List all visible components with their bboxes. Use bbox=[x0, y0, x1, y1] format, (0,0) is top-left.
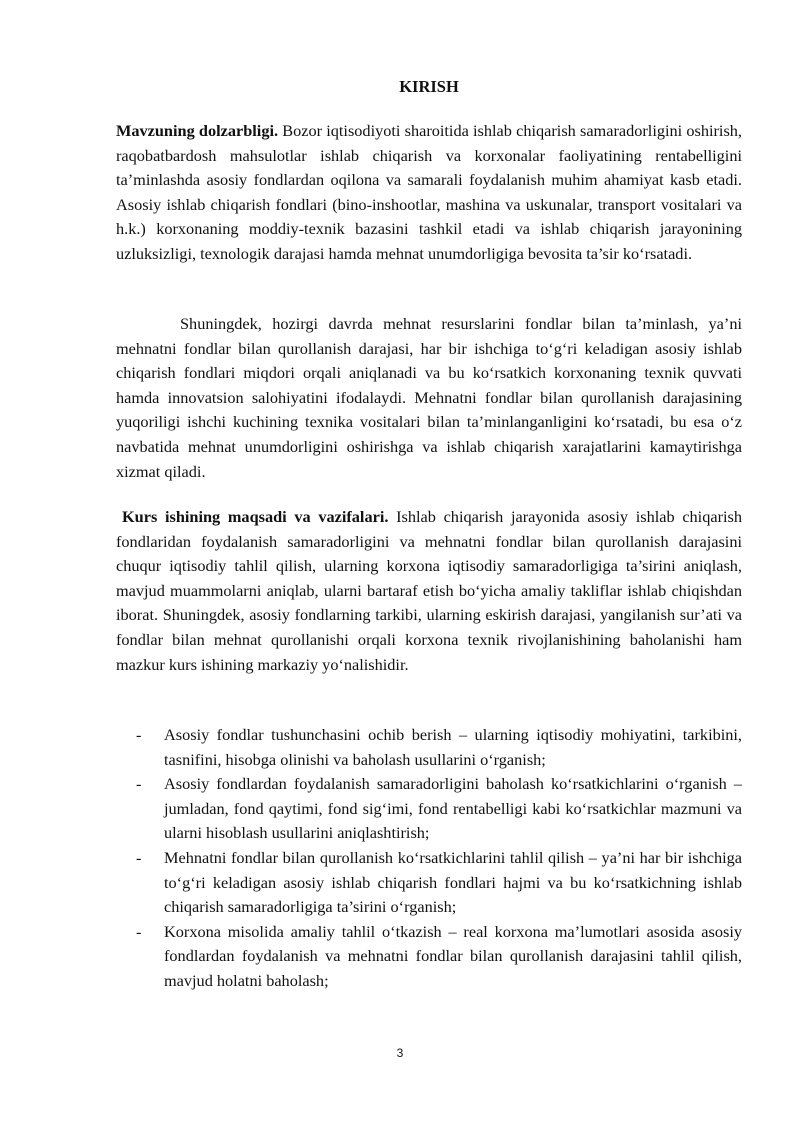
list-marker: - bbox=[136, 725, 142, 744]
paragraph-text: Shuningdek, hozirgi davrda mehnat resurslarini fondlar bilan ta’minlash, ya’ni mehnatni fondlar bilan qurollanish darajasi, har bir ishchiga to‘g‘ri keladigan asosiy ishlab chiqarish fondlari miqdori orqali aniqlanadi va bu ko‘rsatkich korxonaning texnik quvvati hamda innovatsion salohiyatini ifodalaydi. Mehnatni fondlar bilan qurollanish darajasining yuqoriligi ishchi kuchining texnika vositalari bilan ta’minlanganligini ko‘rsatadi, bu esa o‘z navbatida mehnat unumdorligini oshirishga va ishlab chiqarish xarajatlarini kamaytirishga xizmat qiladi. bbox=[116, 314, 742, 481]
list-item bbox=[136, 920, 742, 994]
paragraph-relevance bbox=[116, 119, 742, 267]
paragraph-goals bbox=[116, 505, 742, 677]
task-list bbox=[136, 723, 742, 994]
list-item bbox=[136, 846, 742, 920]
list-item-text: Korxona misolida amaliy tahlil o‘tkazish – real korxona ma’lumotlari asosida asosiy fondlardan foydalanish va mehnatni fondlar bilan qurollanish darajasini tahlil qilish, mavjud holatni baholash; bbox=[164, 921, 742, 990]
list-item-text: Asosiy fondlardan foydalanish samaradorligini baholash ko‘rsatkichlarini o‘rganish – jumladan, fond qaytimi, fond sig‘imi, fond rentabelligi kabi ko‘rsatkichlar mazmuni va ularni hisoblash usullarini aniqlashtirish; bbox=[164, 774, 742, 843]
paragraph-text: Bozor iqtisodiyoti sharoitida ishlab chiqarish samaradorligini oshirish, raqobatbardosh mahsulotlar ishlab chiqarish va korxonalar faoliyatining rentabelligini ta’minlashda asosiy fondlardan oqilona va samarali foydalanish muhim ahamiyat kasb etadi. Asosiy ishlab chiqarish fondlari (bino-inshootlar, mashina va uskunalar, transport vositalari va h.k.) korxonaning moddiy-texnik bazasini tashkil etadi va ishlab chiqarish jarayonining uzluksizligi, texnologik darajasi hamda mehnat unumdorligiga bevosita ta’sir ko‘rsatadi. bbox=[116, 121, 742, 263]
list-item-text: Asosiy fondlar tushunchasini ochib berish – ularning iqtisodiy mohiyatini, tarkibini, tasnifini, hisobga olinishi va baholash usullarini o‘rganish; bbox=[164, 725, 742, 769]
page-title: KIRISH bbox=[399, 77, 459, 96]
page-number: 3 bbox=[396, 1046, 404, 1060]
list-marker: - bbox=[136, 774, 142, 794]
list-item bbox=[136, 772, 742, 846]
paragraph-lead: Kurs ishining maqsadi va vazifalari. bbox=[122, 507, 389, 526]
list-marker: - bbox=[136, 921, 142, 941]
paragraph-lead: Mavzuning dolzarbligi. bbox=[116, 121, 279, 140]
list-item bbox=[136, 723, 742, 772]
paragraph-labor-equipment bbox=[116, 312, 742, 484]
list-marker: - bbox=[136, 847, 142, 867]
paragraph-text: Ishlab chiqarish jarayonida asosiy ishlab chiqarish fondlaridan foydalanish samaradorligini va mehnatni fondlar bilan qurollanish darajasini chuqur iqtisodiy tahlil qilish, ularning korxona iqtisodiy samaradorligiga ta’sirini aniqlash, mavjud muammolarni aniqlab, ularni bartaraf etish bo‘yicha amaliy takliflar ishlab chiqishdan iborat. Shuningdek, asosiy fondlarning tarkibi, ularning eskirish darajasi, yangilanish sur’ati va fondlar bilan mehnat qurollanishi orqali korxona texnik rivojlanishining baholanishi ham mazkur kurs ishining markaziy yo‘nalishidir. bbox=[116, 507, 742, 674]
list-item-text: Mehnatni fondlar bilan qurollanish ko‘rsatkichlarini tahlil qilish – ya’ni har bir ishchiga to‘g‘ri keladigan asosiy ishlab chiqarish fondlari hajmi va bu ko‘rsatkichning ishlab chiqarish samaradorligiga ta’sirini o‘rganish; bbox=[164, 847, 742, 917]
